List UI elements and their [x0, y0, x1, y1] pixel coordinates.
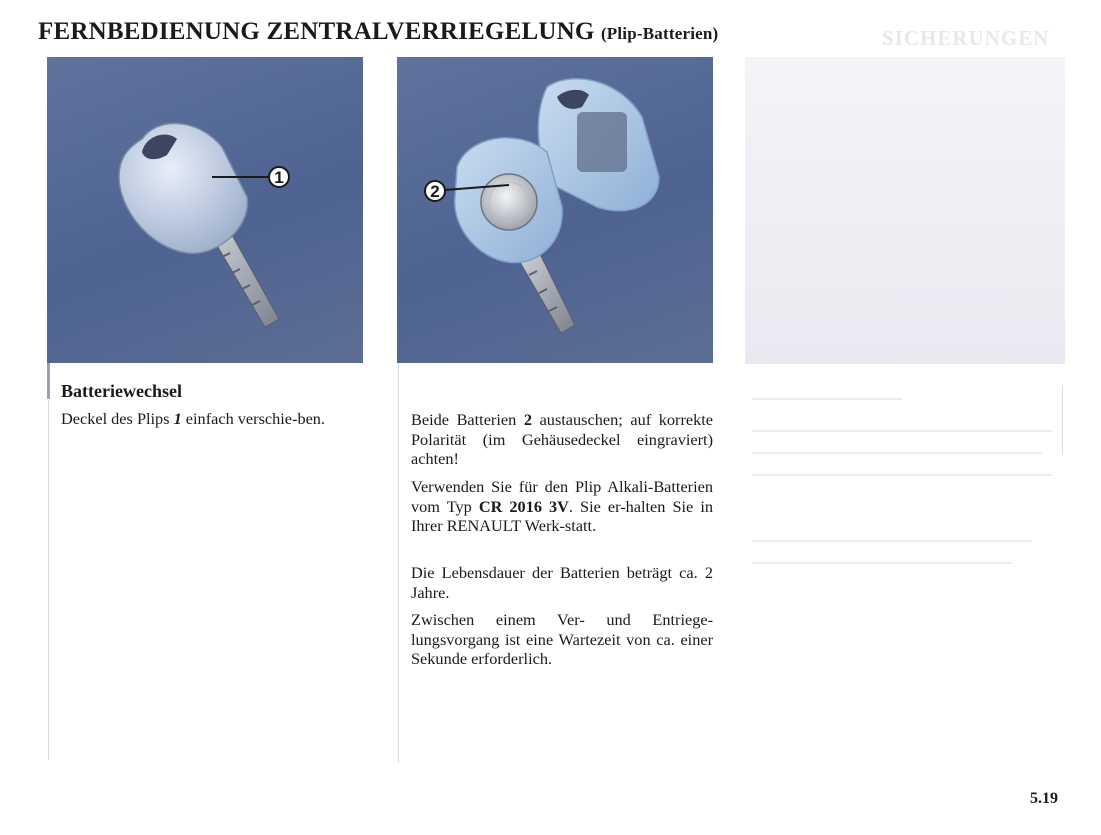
middle-paragraph-1 — [411, 410, 713, 469]
left-ref-number: 1 — [173, 409, 182, 428]
middle-paragraph-2 — [411, 477, 713, 536]
battery-type: CR 2016 3V — [478, 496, 569, 516]
p1-after: austauschen; auf korrekte Polarität (im Gehäusedeckel eingraviert) achten! — [411, 410, 713, 468]
bleed-through-line — [752, 452, 1042, 454]
left-text-before: Deckel des Plips — [61, 409, 174, 428]
column-rule — [1062, 385, 1063, 455]
p2-before: Verwenden Sie für den Plip Alkali-Batterien vom Typ — [411, 477, 713, 516]
opened-fob-photo — [397, 57, 713, 363]
column-rule-accent — [47, 363, 50, 399]
column-rule — [398, 363, 399, 763]
key-blade-icon — [212, 235, 279, 327]
key-fob-closed-illustration — [47, 57, 363, 363]
bleed-through-line — [752, 562, 1012, 564]
callout-1-label: 1 — [274, 168, 284, 187]
section-heading: Batteriewechsel — [61, 381, 182, 401]
page-title — [38, 18, 718, 46]
p1-before: Beide Batterien — [411, 410, 524, 429]
title-main: FERNBEDIENUNG ZENTRALVERRIEGELUNG — [38, 18, 595, 45]
bleed-through-line — [752, 474, 1052, 476]
p1-ref-number: 2 — [523, 410, 532, 429]
middle-paragraph-4: Zwischen einem Ver- und Entriege-lungsvorgang ist eine Wartezeit von ca. einer Sekunde erforderlich. — [411, 610, 713, 668]
bleed-through-line — [752, 398, 902, 400]
page-number: 5.19 — [1030, 790, 1058, 807]
column-rule — [48, 400, 49, 760]
bleed-through-line — [752, 430, 1052, 432]
middle-paragraph-3: Die Lebensdauer der Batterien beträgt ca. 2 Jahre. — [411, 563, 713, 602]
bleed-through-line — [752, 540, 1032, 542]
p2-after: . Sie er-halten Sie in Ihrer RENAULT Werk-statt. — [411, 496, 713, 535]
left-instruction — [61, 409, 363, 429]
key-fob-photo — [47, 57, 363, 363]
fob-housing-icon — [119, 123, 247, 253]
title-subtitle: (Plip-Batterien) — [600, 24, 719, 43]
bleed-through-heading: SICHERUNGEN — [882, 26, 1050, 50]
left-text-after: einfach verschie-ben. — [181, 409, 326, 428]
callout-2-label: 2 — [430, 182, 440, 201]
key-fob-open-illustration — [397, 57, 713, 363]
bleed-through-panel — [745, 57, 1065, 364]
